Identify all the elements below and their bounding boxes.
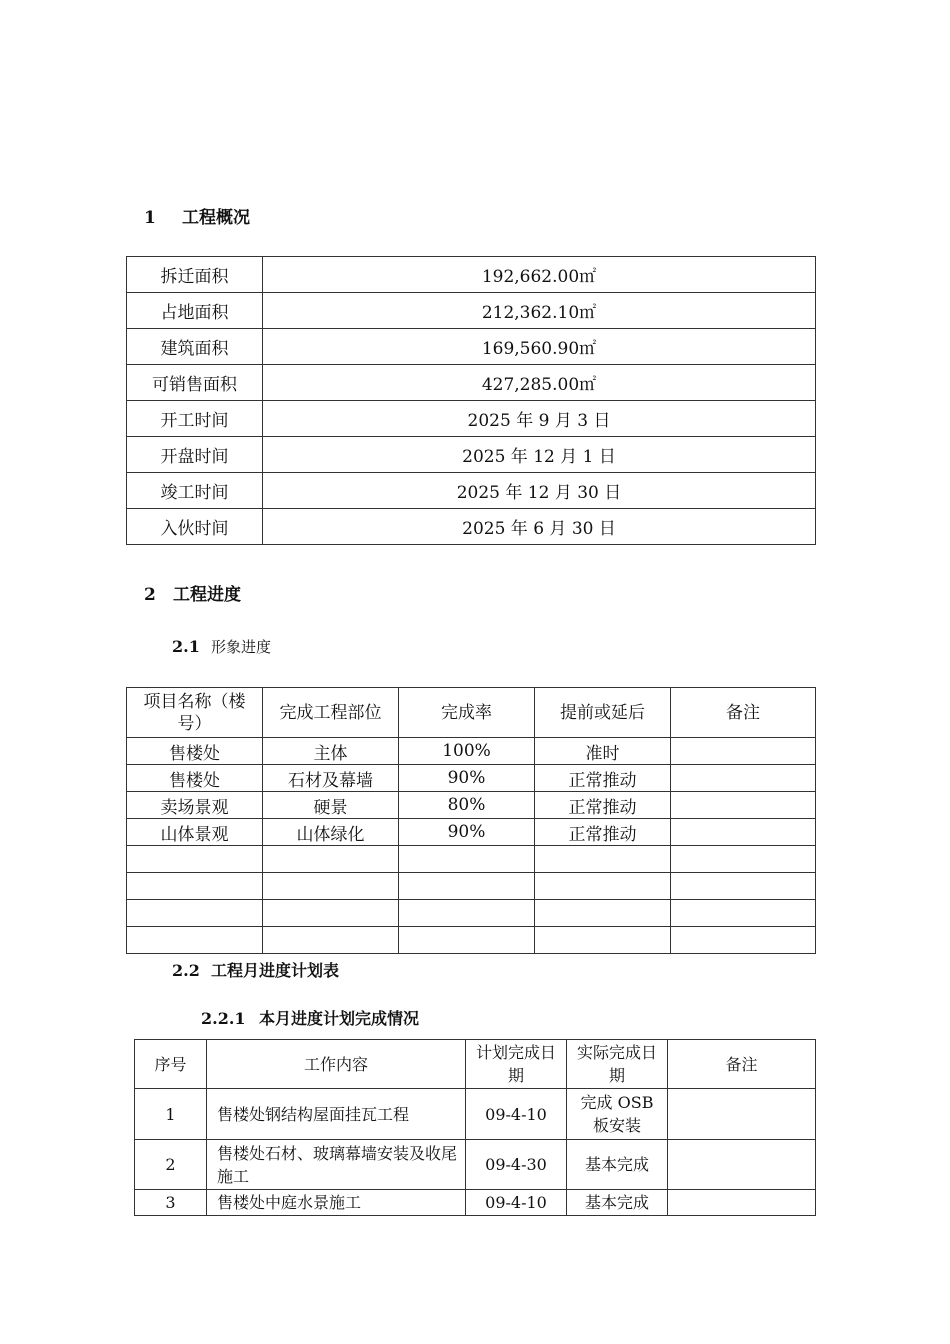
- table-cell: 1: [135, 1089, 207, 1140]
- table-cell: [399, 927, 535, 954]
- section-1-heading: [144, 203, 250, 228]
- column-header: 提前或延后: [535, 688, 671, 738]
- overview-label: 建筑面积: [127, 329, 263, 365]
- table-cell: 09-4-30: [466, 1140, 567, 1190]
- table-cell: [671, 900, 816, 927]
- section-title: 工程进度: [173, 585, 241, 605]
- table-cell: 正常推动: [535, 819, 671, 846]
- table-cell: [535, 900, 671, 927]
- table-row: [127, 473, 816, 509]
- table-cell: [671, 927, 816, 954]
- table-cell: [263, 846, 399, 873]
- table-cell: [671, 765, 816, 792]
- table-row: [127, 900, 816, 927]
- table-cell: [668, 1190, 816, 1216]
- table-cell: 09-4-10: [466, 1190, 567, 1216]
- table-cell: [127, 927, 263, 954]
- table-row: [127, 293, 816, 329]
- section-2-2-1-heading: [201, 1006, 419, 1029]
- progress-table: [126, 687, 816, 954]
- overview-value: 192,662.00㎡: [263, 257, 816, 293]
- table-cell: [668, 1089, 816, 1140]
- column-header: 备注: [668, 1040, 816, 1089]
- overview-value: 2025 年 9 月 3 日: [263, 401, 816, 437]
- table-cell: 基本完成: [567, 1140, 668, 1190]
- table-row: [127, 329, 816, 365]
- column-header: 完成工程部位: [263, 688, 399, 738]
- table-cell: [671, 846, 816, 873]
- overview-value: 2025 年 6 月 30 日: [263, 509, 816, 545]
- section-2-2-heading: [172, 958, 339, 981]
- section-2-1-heading: [172, 636, 271, 657]
- table-cell: [671, 738, 816, 765]
- table-cell: [671, 819, 816, 846]
- table-header-row: [127, 688, 816, 738]
- table-cell: 正常推动: [535, 792, 671, 819]
- table-cell: 售楼处: [127, 765, 263, 792]
- table-cell: 石材及幕墙: [263, 765, 399, 792]
- section-number: 2: [144, 585, 156, 605]
- table-cell: 80%: [399, 792, 535, 819]
- table-row: [127, 792, 816, 819]
- overview-value: 212,362.10㎡: [263, 293, 816, 329]
- overview-label: 拆迁面积: [127, 257, 263, 293]
- table-row: [127, 927, 816, 954]
- table-cell: 山体绿化: [263, 819, 399, 846]
- table-row: [127, 437, 816, 473]
- table-row: [135, 1190, 816, 1216]
- column-header: 实际完成日期: [567, 1040, 668, 1089]
- table-cell: [263, 927, 399, 954]
- overview-value: 427,285.00㎡: [263, 365, 816, 401]
- table-cell: 卖场景观: [127, 792, 263, 819]
- column-header: 计划完成日期: [466, 1040, 567, 1089]
- overview-label: 开工时间: [127, 401, 263, 437]
- table-cell: 完成 OSB 板安装: [567, 1089, 668, 1140]
- column-header: 序号: [135, 1040, 207, 1089]
- table-row: [127, 257, 816, 293]
- section-title: 工程概况: [182, 208, 250, 228]
- table-row: [127, 738, 816, 765]
- table-row: [127, 873, 816, 900]
- table-cell: [127, 873, 263, 900]
- table-cell: 售楼处: [127, 738, 263, 765]
- table-cell: [671, 792, 816, 819]
- table-cell: [399, 846, 535, 873]
- table-cell: 售楼处中庭水景施工: [207, 1190, 466, 1216]
- column-header: 完成率: [399, 688, 535, 738]
- table-cell: [263, 900, 399, 927]
- table-cell: 售楼处钢结构屋面挂瓦工程: [207, 1089, 466, 1140]
- section-2-heading: [144, 580, 241, 605]
- table-cell: 主体: [263, 738, 399, 765]
- overview-value: 2025 年 12 月 1 日: [263, 437, 816, 473]
- overview-label: 可销售面积: [127, 365, 263, 401]
- section-number: 1: [144, 208, 156, 228]
- column-header: 项目名称（楼号）: [127, 688, 263, 738]
- table-cell: 90%: [399, 765, 535, 792]
- overview-table: [126, 256, 816, 545]
- table-cell: 90%: [399, 819, 535, 846]
- section-number: 2.1: [172, 637, 200, 656]
- section-number: 2.2.1: [201, 1009, 246, 1028]
- table-cell: [127, 846, 263, 873]
- table-row: [127, 401, 816, 437]
- overview-label: 开盘时间: [127, 437, 263, 473]
- section-title: 形象进度: [211, 638, 272, 656]
- table-header-row: [135, 1040, 816, 1089]
- table-cell: [399, 900, 535, 927]
- table-cell: 09-4-10: [466, 1089, 567, 1140]
- table-cell: [535, 927, 671, 954]
- section-title: 本月进度计划完成情况: [259, 1009, 420, 1028]
- table-cell: 基本完成: [567, 1190, 668, 1216]
- overview-label: 竣工时间: [127, 473, 263, 509]
- table-cell: [535, 846, 671, 873]
- table-row: [135, 1089, 816, 1140]
- table-cell: 硬景: [263, 792, 399, 819]
- table-cell: [668, 1140, 816, 1190]
- table-row: [127, 509, 816, 545]
- overview-value: 169,560.90㎡: [263, 329, 816, 365]
- section-title: 工程月进度计划表: [211, 961, 340, 980]
- table-cell: 100%: [399, 738, 535, 765]
- table-cell: [535, 873, 671, 900]
- table-row: [127, 846, 816, 873]
- table-row: [135, 1140, 816, 1190]
- table-row: [127, 765, 816, 792]
- overview-value: 2025 年 12 月 30 日: [263, 473, 816, 509]
- table-row: [127, 819, 816, 846]
- table-cell: 正常推动: [535, 765, 671, 792]
- table-cell: [671, 873, 816, 900]
- monthly-plan-table: [134, 1039, 816, 1216]
- table-cell: [263, 873, 399, 900]
- overview-label: 入伙时间: [127, 509, 263, 545]
- table-cell: [127, 900, 263, 927]
- table-cell: 3: [135, 1190, 207, 1216]
- section-number: 2.2: [172, 961, 200, 980]
- column-header: 备注: [671, 688, 816, 738]
- table-cell: 准时: [535, 738, 671, 765]
- overview-label: 占地面积: [127, 293, 263, 329]
- table-cell: 售楼处石材、玻璃幕墙安装及收尾施工: [207, 1140, 466, 1190]
- table-cell: 山体景观: [127, 819, 263, 846]
- table-row: [127, 365, 816, 401]
- table-cell: 2: [135, 1140, 207, 1190]
- column-header: 工作内容: [207, 1040, 466, 1089]
- table-cell: [399, 873, 535, 900]
